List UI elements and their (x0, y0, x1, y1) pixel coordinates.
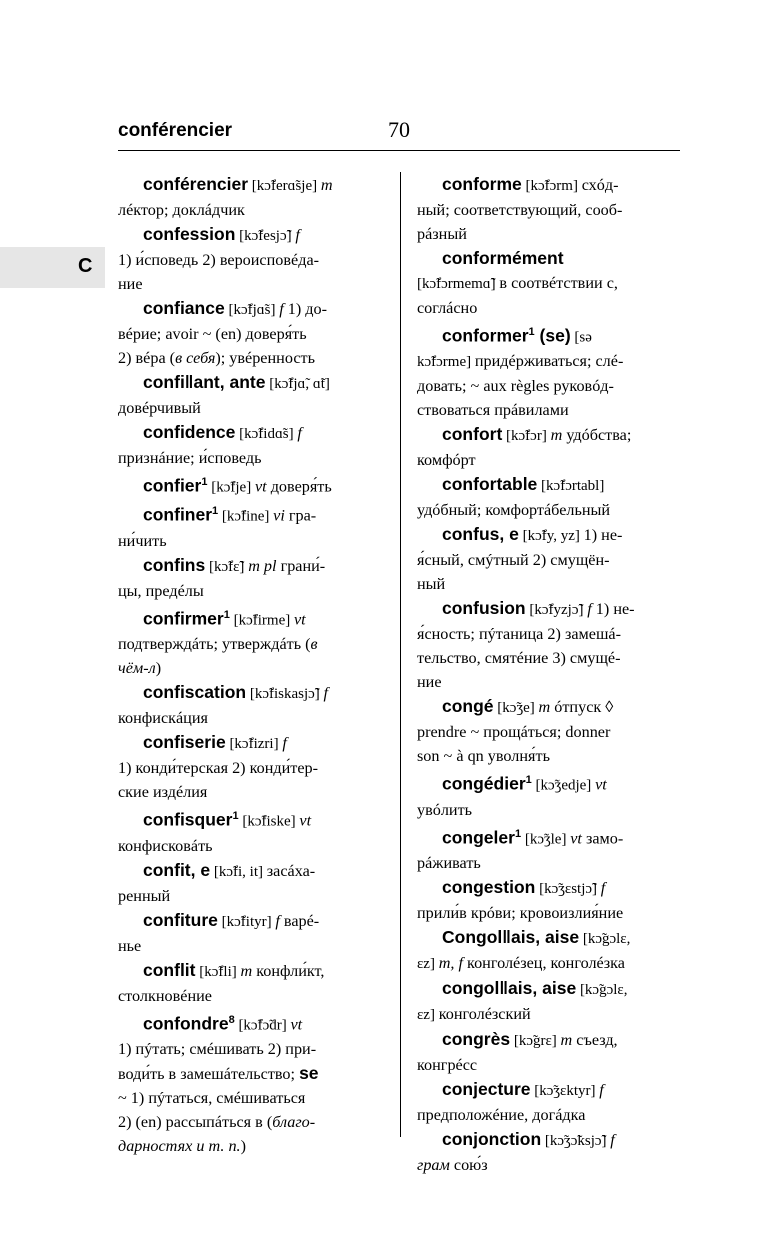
headword: confiserie (143, 732, 226, 753)
entry-line (118, 396, 383, 420)
grammar-label: f (323, 684, 329, 703)
headword: conférencier (143, 174, 249, 194)
entry-line (118, 1110, 383, 1134)
entry-line (417, 822, 679, 851)
grammar-label: vt (254, 477, 267, 496)
entry-line (417, 296, 679, 320)
grammar-label: чём-л (118, 659, 156, 678)
translation-text: prendre ~ прощáться; donner (417, 723, 611, 742)
translation-text: 1) и́споведь 2) вероисповéда- (118, 251, 320, 269)
entry-line (417, 1053, 679, 1077)
headword: confiture (143, 909, 218, 930)
entry-line (118, 248, 383, 272)
translation-text: придéрживаться; слé- (474, 352, 624, 371)
headword: conformément (442, 248, 564, 268)
entry-line (118, 222, 383, 248)
headword: congol‖ais, aise (442, 978, 577, 999)
dictionary-entry-confiant (118, 370, 383, 420)
entry-line (417, 222, 679, 246)
translation-text: тельство, смятéние 3) смущé- (417, 649, 621, 668)
dictionary-entry-conjecture (417, 1077, 679, 1127)
entry-line (417, 498, 679, 522)
entry-line (118, 446, 383, 470)
dictionary-entry-congedier (417, 768, 679, 821)
translation-text: ); увéренность (215, 349, 315, 367)
grammar-label: vt (299, 811, 312, 830)
entry-line (417, 694, 679, 720)
headword: confidence (143, 422, 236, 442)
translation-text: гра- (284, 506, 317, 525)
entry-line (417, 1153, 679, 1177)
entry-line (417, 548, 679, 572)
dictionary-entry-congolais_adj (417, 976, 679, 1027)
headword: congédier (442, 773, 526, 794)
dictionary-entry-congeler (417, 822, 679, 875)
grammar-label: f (610, 1131, 615, 1150)
dictionary-entry-congolais_n (417, 925, 679, 976)
headword: congeler (442, 827, 515, 848)
headword: confit, e (143, 859, 211, 880)
grammar-label: m (550, 426, 563, 445)
column-divider (400, 172, 401, 1137)
translation-text: ренный (118, 886, 171, 905)
entry-line (417, 1127, 679, 1153)
dictionary-entry-conformement (417, 246, 679, 320)
dictionary-entry-conferencier (118, 172, 383, 222)
grammar-label: vi (273, 506, 285, 525)
translation-text: води́ть в замешáтельство; (118, 1064, 300, 1083)
translation-text: столкновéние (118, 986, 212, 1005)
homonym-number: 1 (223, 608, 230, 621)
dictionary-entry-confier (118, 470, 383, 499)
dictionary-entry-conjonction (417, 1127, 679, 1177)
homonym-number: 1 (514, 827, 522, 840)
translation-text: конголéзец, конголéзка (462, 954, 625, 973)
grammar-label: f (297, 424, 302, 442)
entry-line (118, 1086, 383, 1110)
translation-text: ские издéлия (118, 783, 208, 802)
grammar-label: m (560, 1031, 573, 1050)
dictionary-entry-conge (417, 694, 679, 768)
entry-line (118, 884, 383, 908)
transcription: ɛz] (417, 1007, 439, 1024)
transcription: [kɔ̃fidɑ̃s] (235, 426, 298, 442)
translation-text: óтпуск ◊ (550, 698, 614, 717)
translation-text: 2) (en) рассыпáться в ( (118, 1112, 273, 1131)
translation-text: сою́з (449, 1156, 488, 1175)
entry-line (417, 398, 679, 422)
dictionary-entry-confiance (118, 296, 383, 370)
headword: congestion (442, 877, 536, 898)
translation-text: засáха- (266, 861, 316, 880)
dictionary-entry-confidence (118, 420, 383, 470)
grammar-label: в себя (175, 349, 216, 367)
grammar-label: vt (570, 829, 582, 848)
dictionary-entry-confisquer (118, 804, 383, 857)
translation-text: съезд, (572, 1031, 618, 1050)
headword: confiscation (143, 682, 247, 703)
entry-line (118, 958, 383, 984)
entry-line (417, 1027, 679, 1053)
entry-line (417, 1077, 679, 1103)
translation-text: довать; ~ aux règles руковóд- (417, 377, 614, 396)
headword: conforme (442, 174, 522, 194)
entry-line (118, 172, 383, 198)
transcription: [kɔ̃fy, yz] (518, 528, 584, 545)
translation-text: ) (155, 659, 162, 678)
headword: confession (143, 224, 236, 244)
headword: confiance (143, 298, 225, 318)
transcription: [kɔ̃fɔrtabl] (537, 478, 605, 495)
entry-line (417, 596, 679, 622)
transcription: [kɔ̃gɔlɛ, (576, 982, 628, 999)
dictionary-entry-confiserie (118, 730, 383, 804)
entry-line (417, 1103, 679, 1127)
entry-line (118, 804, 383, 833)
grammar-label: m (320, 176, 333, 194)
translation-text: соглáсно (417, 299, 478, 317)
transcription: [kɔ̃fɔr] (502, 428, 551, 445)
homonym-number: 8 (228, 1013, 235, 1026)
dictionary-entry-congres (417, 1027, 679, 1077)
translation-text: ~ 1) пýтаться, смéшиваться (118, 1088, 306, 1107)
transcription: [kɔ̃fi, it] (210, 863, 267, 880)
grammar-label: vt (293, 610, 306, 629)
headword: confus, e (442, 524, 519, 545)
entry-line (417, 374, 679, 398)
entry-line (118, 529, 383, 553)
entry-line (118, 420, 383, 446)
grammar-label: m pl (248, 556, 277, 575)
headword: Congol‖ais, aise (442, 927, 580, 948)
headword: congrès (442, 1029, 511, 1050)
transcription: [kɔ̃fine] (218, 508, 274, 525)
entry-line (118, 780, 383, 804)
dictionary-entry-confiner (118, 499, 383, 552)
entry-line (417, 522, 679, 548)
entry-line (417, 472, 679, 498)
entry-line (118, 756, 383, 780)
transcription: [kɔ̃fɛ̃] (205, 558, 249, 575)
translation-text: доверя́ть (266, 477, 332, 496)
entry-line (118, 579, 383, 603)
headword: (se) (534, 325, 571, 346)
entry-line (118, 730, 383, 756)
translation-text: предположéние, догáдка (417, 1106, 586, 1125)
dictionary-entry-confort (417, 422, 679, 472)
headword: confondre (143, 1012, 229, 1033)
translation-text: в соотвéтствии с, (499, 274, 618, 292)
transcription: [kɔ̃fjɑ̃, ɑ̃t] (265, 376, 330, 392)
entry-line (118, 858, 383, 884)
translation-text: подтверждáть; утверждáть ( (118, 635, 311, 654)
entry-line (118, 680, 383, 706)
letter-tab (0, 247, 105, 288)
entry-line (417, 720, 679, 744)
grammar-label: vt (595, 775, 607, 794)
translation-text: 1) не- (583, 526, 623, 545)
transcription: [kɔ̃fizri] (225, 736, 283, 753)
entry-line (417, 798, 679, 822)
transcription: [kɔ̃fɔrm] (521, 178, 582, 194)
entry-line (118, 346, 383, 370)
grammar-label: m (538, 698, 551, 717)
entry-line (417, 670, 679, 694)
entry-line (118, 499, 383, 528)
translation-text: ный; соответствующий, сооб- (417, 201, 623, 219)
translation-text: вéрие; avoir ~ (en) доверя́ть (118, 325, 307, 343)
entry-line (118, 370, 383, 396)
headword: se (299, 1062, 319, 1083)
entry-line (417, 448, 679, 472)
entry-line (118, 296, 383, 322)
translation-text: 1) до- (283, 300, 328, 318)
headword: conjecture (442, 1079, 531, 1100)
grammar-label: f (599, 1081, 604, 1100)
transcription: [kɔ̃fityr] (217, 913, 276, 930)
translation-text: ние (118, 275, 143, 293)
entry-line (417, 271, 679, 296)
translation-text: son ~ à qn уволня́ть (417, 747, 550, 766)
translation-text: рáзный (417, 225, 467, 243)
headword: confirmer (143, 608, 224, 629)
entry-line (417, 422, 679, 448)
transcription: [kɔ̃ʒɛstjɔ̃] (535, 881, 601, 898)
grammar-label: m (240, 961, 253, 980)
entry-line (417, 951, 679, 976)
translation-text: нье (118, 936, 142, 955)
transcription: [kɔ̃fɔrmemɑ̃] (417, 276, 500, 292)
translation-text: конфисковáть (118, 836, 213, 855)
entry-line (417, 875, 679, 901)
dictionary-entry-confit (118, 858, 383, 908)
transcription: [kɔ̃fesjɔ̃] (235, 228, 296, 244)
running-header (118, 112, 680, 151)
transcription: [kɔ̃firme] (229, 612, 294, 629)
dictionary-entry-confirmer (118, 603, 383, 680)
headword: confins (143, 554, 206, 575)
transcription: [kɔ̃ʒle] (521, 831, 571, 848)
transcription: [kɔ̃ʒɛktyr] (530, 1083, 600, 1100)
dictionary-entry-conflit (118, 958, 383, 1008)
translation-text: удóбства; (562, 426, 632, 445)
transcription: [sə (570, 329, 592, 346)
translation-text: ный (417, 575, 446, 594)
dictionary-entry-confession (118, 222, 383, 296)
translation-text: комфóрт (417, 451, 476, 470)
grammar-label: f (275, 911, 280, 930)
headword: conflit (143, 959, 196, 980)
entry-line (118, 603, 383, 632)
entry-line (417, 768, 679, 797)
entry-line (417, 198, 679, 222)
translation-text: конфискáция (118, 709, 208, 728)
transcription: ɛz] (417, 956, 439, 973)
dictionary-entry-confiscation (118, 680, 383, 730)
translation-text: я́сный, смýтный 2) смущён- (417, 551, 610, 570)
translation-text: ) (240, 1136, 246, 1155)
entry-line (417, 172, 679, 198)
headword: confier (143, 475, 202, 496)
translation-text: грани́- (276, 556, 326, 575)
entry-line (118, 834, 383, 858)
grammar-label: дарностях и т. п. (118, 1136, 241, 1155)
entry-line (417, 622, 679, 646)
grammar-label: грам (417, 1156, 450, 1175)
headword: congé (442, 696, 494, 717)
transcription: [kɔ̃grɛ] (510, 1033, 561, 1050)
grammar-label: m, f (438, 954, 463, 973)
dictionary-entry-confusion (417, 596, 679, 694)
entry-line (417, 572, 679, 596)
entry-line (118, 908, 383, 934)
entry-line (417, 320, 679, 349)
translation-text: довéрчивый (118, 399, 201, 417)
dictionary-entry-confiture (118, 908, 383, 958)
transcription: [kɔ̃ferɑ̃sje] (248, 178, 321, 194)
grammar-label: f (279, 300, 284, 318)
entry-line (417, 744, 679, 768)
translation-text: ствоваться прáвилами (417, 401, 569, 420)
homonym-number: 1 (232, 810, 239, 823)
transcription: [kɔ̃fɔ̃dr] (234, 1016, 291, 1033)
translation-text: увóлить (417, 800, 473, 819)
grammar-label: f (587, 600, 592, 619)
grammar-label: f (282, 734, 287, 753)
headword: confort (442, 424, 503, 445)
entry-line (118, 1008, 383, 1037)
headword: confisquer (143, 809, 233, 830)
entry-line (417, 925, 679, 951)
entry-line (417, 246, 679, 271)
entry-line (118, 470, 383, 499)
entry-line (417, 901, 679, 925)
grammar-label: f (600, 879, 606, 898)
entry-line (417, 349, 679, 374)
transcription: [kɔ̃fyzjɔ̃] (525, 602, 588, 619)
entry-line (118, 1061, 383, 1086)
entry-line (417, 976, 679, 1002)
homonym-number: 1 (201, 476, 208, 488)
entry-line (118, 632, 383, 656)
transcription: [kɔ̃gɔlɛ, (579, 931, 631, 948)
translation-text: конгрéсс (417, 1056, 478, 1075)
page-number: 70 (388, 117, 410, 142)
translation-text: конголéзский (438, 1005, 531, 1024)
dictionary-entry-confus (417, 522, 679, 596)
entry-line (118, 1037, 383, 1061)
entry-line (118, 322, 383, 346)
dictionary-entry-congestion (417, 875, 679, 925)
transcription: [kɔ̃ʒedje] (531, 777, 596, 794)
transcription: [kɔ̃ʒɔ̃ksjɔ̃] (541, 1133, 611, 1150)
translation-text: рáживать (417, 854, 481, 873)
dictionary-entry-conformer (417, 320, 679, 422)
entry-line (417, 646, 679, 670)
letter-tab-label: C (78, 255, 93, 277)
translation-text: прили́в крóви; кровоизлия́ние (417, 904, 624, 923)
translation-text: 1) конди́терская 2) конди́тер- (118, 759, 319, 778)
dictionary-entry-confortable (417, 472, 679, 522)
homonym-number: 1 (528, 326, 535, 338)
dictionary-entry-confondre (118, 1008, 383, 1158)
headword: conformer (442, 325, 529, 346)
translation-text: 1) не- (591, 600, 635, 619)
entry-line (118, 198, 383, 222)
dictionary-entry-confins (118, 553, 383, 603)
translation-text: варé- (279, 911, 320, 930)
entry-line (417, 1002, 679, 1027)
headword: confusion (442, 598, 526, 619)
dictionary-entry-conforme (417, 172, 679, 246)
transcription: [kɔ̃fjɑ̃s] (224, 302, 280, 318)
translation-text: я́сность; пýтаница 2) замешá- (417, 625, 621, 644)
entry-line (417, 851, 679, 875)
translation-text: замо- (581, 829, 624, 848)
translation-text: конфли́кт, (252, 961, 325, 980)
headword: conjonction (442, 1129, 542, 1150)
entry-line (118, 984, 383, 1008)
entry-line (118, 272, 383, 296)
translation-text: признáние; и́споведь (118, 449, 262, 467)
translation-text: лéктор; доклáдчик (118, 201, 245, 219)
headword: confi‖ant, ante (143, 372, 266, 392)
translation-text: ни́чить (118, 531, 167, 550)
translation-text: 1) пýтать; смéшивать 2) при- (118, 1039, 317, 1058)
homonym-number: 1 (212, 505, 219, 518)
transcription: [kɔ̃fiske] (238, 813, 300, 830)
headword: confortable (442, 474, 538, 495)
transcription: kɔ̃fɔrme] (417, 354, 475, 371)
transcription: [kɔ̃ʒe] (493, 700, 539, 717)
translation-text: схóд- (581, 176, 619, 194)
translation-text: ние (417, 673, 442, 692)
entry-line (118, 656, 383, 680)
translation-text: цы, предéлы (118, 581, 204, 600)
running-headword: conférencier (118, 120, 233, 141)
translation-text: удóбный; комфортáбельный (417, 501, 611, 520)
transcription: [kɔ̃fiskasjɔ̃] (246, 686, 324, 703)
right-column (417, 172, 679, 1177)
left-column (118, 172, 383, 1158)
grammar-label: благо- (272, 1112, 316, 1131)
grammar-label: vt (290, 1014, 303, 1033)
headword: confiner (143, 504, 213, 525)
entry-line (118, 553, 383, 579)
entry-line (118, 1134, 383, 1158)
transcription: [kɔ̃fli] (195, 963, 241, 980)
homonym-number: 1 (525, 774, 532, 787)
entry-line (118, 934, 383, 958)
transcription: [kɔ̃fje] (207, 479, 255, 496)
translation-text: 2) вéра ( (118, 349, 176, 367)
grammar-label: в (310, 635, 318, 654)
grammar-label: f (295, 226, 300, 244)
entry-line (118, 706, 383, 730)
